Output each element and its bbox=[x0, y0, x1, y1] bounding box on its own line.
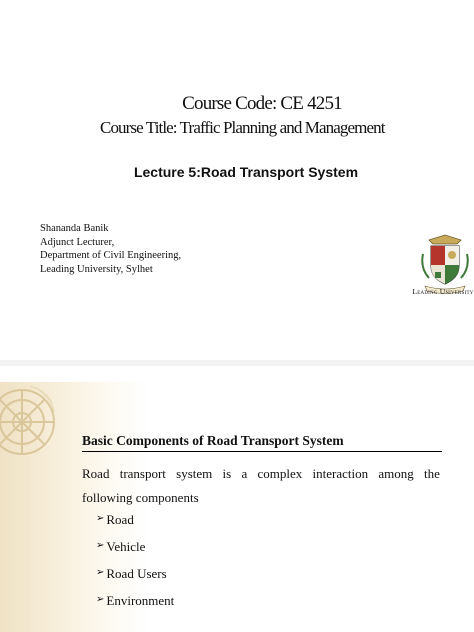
author-institution: Leading University, Sylhet bbox=[40, 263, 153, 275]
paragraph-word: a bbox=[241, 466, 248, 481]
university-caption: Leading University bbox=[412, 287, 474, 296]
arrow-bullet-icon: ➢ bbox=[96, 567, 105, 578]
heading-underline bbox=[82, 451, 442, 452]
paragraph-word: interaction bbox=[312, 466, 369, 481]
paragraph-word: is bbox=[222, 466, 232, 481]
lecture-title: Lecture 5:Road Transport System bbox=[133, 164, 359, 180]
list-item bbox=[96, 539, 174, 566]
arrow-bullet-icon: ➢ bbox=[96, 513, 105, 524]
component-list bbox=[96, 512, 174, 620]
paragraph-word: the bbox=[424, 466, 440, 481]
intro-paragraph bbox=[82, 462, 440, 510]
paragraph-word: Road bbox=[82, 466, 110, 481]
list-item-label: Environment bbox=[106, 593, 175, 608]
author-department: Department of Civil Engineering, bbox=[40, 250, 182, 261]
arrow-bullet-icon: ➢ bbox=[96, 540, 105, 551]
list-item bbox=[96, 593, 174, 620]
list-item-label: Road bbox=[106, 512, 134, 527]
paragraph-word: complex bbox=[257, 466, 303, 481]
paragraph-word: among bbox=[378, 466, 414, 481]
list-item bbox=[96, 512, 174, 539]
paragraph-line-1 bbox=[82, 462, 440, 486]
slide-divider bbox=[0, 360, 474, 366]
arrow-bullet-icon: ➢ bbox=[96, 594, 105, 605]
author-block bbox=[40, 222, 181, 276]
paragraph-line-2: following components bbox=[82, 490, 199, 505]
decorative-wheel-icon bbox=[0, 382, 80, 482]
author-name: Shananda Banik bbox=[40, 223, 109, 234]
course-code: Course Code: CE 4251 bbox=[182, 93, 342, 114]
author-position: Adjunct Lecturer, bbox=[40, 236, 115, 248]
content-slide bbox=[0, 382, 474, 632]
paragraph-word: system bbox=[176, 466, 213, 481]
list-item-label: Road Users bbox=[106, 566, 167, 581]
slide-heading: Basic Components of Road Transport System bbox=[82, 433, 344, 448]
list-item bbox=[96, 566, 174, 593]
list-item-label: Vehicle bbox=[106, 539, 146, 554]
paragraph-word: transport bbox=[119, 466, 166, 481]
course-title: Course Title: Traffic Planning and Management bbox=[100, 118, 385, 137]
